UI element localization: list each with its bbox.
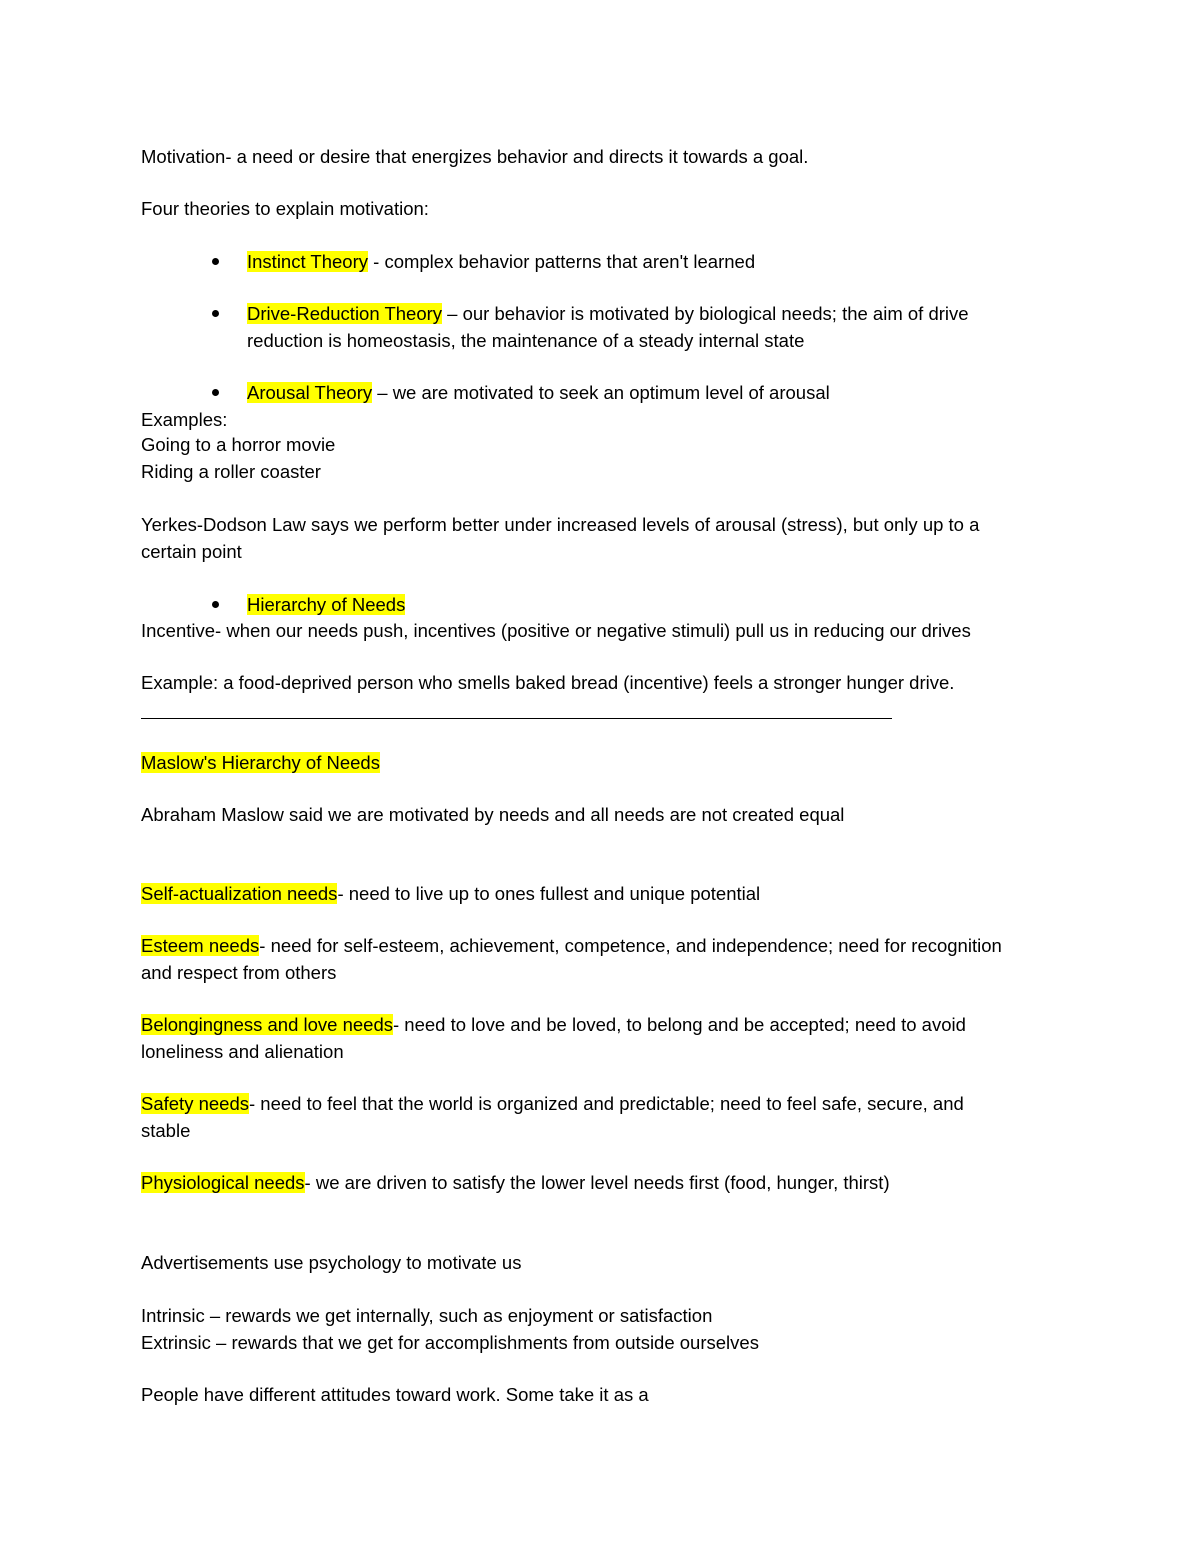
need-physiological (141, 1171, 890, 1195)
need-safety (141, 1092, 964, 1116)
drive-reduction-text: – our behavior is motivated by biological needs; the aim of drive (442, 303, 969, 324)
need-esteem (141, 934, 1002, 958)
need-belongingness (141, 1013, 966, 1037)
hierarchy-of-needs-item (247, 593, 405, 617)
arousal-theory-term: Arousal Theory (247, 382, 373, 403)
theories-intro: Four theories to explain motivation: (141, 198, 429, 219)
bullet-icon (212, 601, 219, 608)
need-text: - need for self-esteem, achievement, competence, and independence; need for recognition (259, 935, 1002, 956)
need-term: Belongingness and love needs (141, 1014, 393, 1035)
maslow-title-line (141, 751, 380, 775)
instinct-theory-item (247, 250, 755, 274)
example-item: Going to a horror movie (141, 434, 336, 455)
arousal-theory-item (247, 381, 830, 405)
need-self-actualization (141, 882, 760, 906)
yerkes-dodson-line: Yerkes-Dodson Law says we perform better under increased levels of arousal (stress), but only up to a (141, 514, 980, 535)
maslow-intro: Abraham Maslow said we are motivated by needs and all needs are not created equal (141, 804, 845, 825)
incentive-definition: Incentive- when our needs push, incentives (positive or negative stimuli) pull us in reducing our drives (141, 620, 971, 641)
bullet-icon (212, 258, 219, 265)
intrinsic-line: Intrinsic – rewards we get internally, such as enjoyment or satisfaction (141, 1305, 713, 1326)
extrinsic-line: Extrinsic – rewards that we get for accomplishments from outside ourselves (141, 1332, 759, 1353)
motivation-definition (141, 145, 808, 169)
need-term: Physiological needs (141, 1172, 305, 1193)
maslow-title: Maslow's Hierarchy of Needs (141, 752, 380, 773)
drive-reduction-term: Drive-Reduction Theory (247, 303, 443, 324)
need-continuation: stable (141, 1120, 191, 1141)
attitudes-line: People have different attitudes toward work. Some take it as a (141, 1384, 649, 1405)
drive-reduction-item (247, 302, 969, 326)
need-term: Esteem needs (141, 935, 260, 956)
drive-reduction-continuation: reduction is homeostasis, the maintenance of a steady internal state (247, 330, 805, 351)
incentive-example: Example: a food-deprived person who smells baked bread (incentive) feels a stronger hunger drive. (141, 672, 955, 693)
need-term: Self-actualization needs (141, 883, 338, 904)
instinct-theory-term: Instinct Theory (247, 251, 368, 272)
yerkes-dodson-line: certain point (141, 541, 242, 562)
bullet-icon (212, 389, 219, 396)
need-continuation: and respect from others (141, 962, 337, 983)
motivation-term: Motivation (141, 146, 226, 167)
instinct-theory-text: - complex behavior patterns that aren't learned (368, 251, 756, 272)
example-item: Riding a roller coaster (141, 461, 321, 482)
need-text: - need to love and be loved, to belong and be accepted; need to avoid (393, 1014, 966, 1035)
advertisements-line: Advertisements use psychology to motivate us (141, 1252, 522, 1273)
arousal-theory-text: – we are motivated to seek an optimum level of arousal (372, 382, 830, 403)
need-text: - need to feel that the world is organized and predictable; need to feel safe, secure, and (249, 1093, 964, 1114)
examples-heading: Examples: (141, 409, 228, 430)
need-continuation: loneliness and alienation (141, 1041, 344, 1062)
motivation-definition-text: - a need or desire that energizes behavior and directs it towards a goal. (225, 146, 809, 167)
need-text: - we are driven to satisfy the lower level needs first (food, hunger, thirst) (304, 1172, 890, 1193)
bullet-icon (212, 310, 219, 317)
hierarchy-of-needs-term: Hierarchy of Needs (247, 594, 406, 615)
horizontal-rule (141, 718, 892, 719)
need-text: - need to live up to ones fullest and unique potential (337, 883, 761, 904)
need-term: Safety needs (141, 1093, 249, 1114)
